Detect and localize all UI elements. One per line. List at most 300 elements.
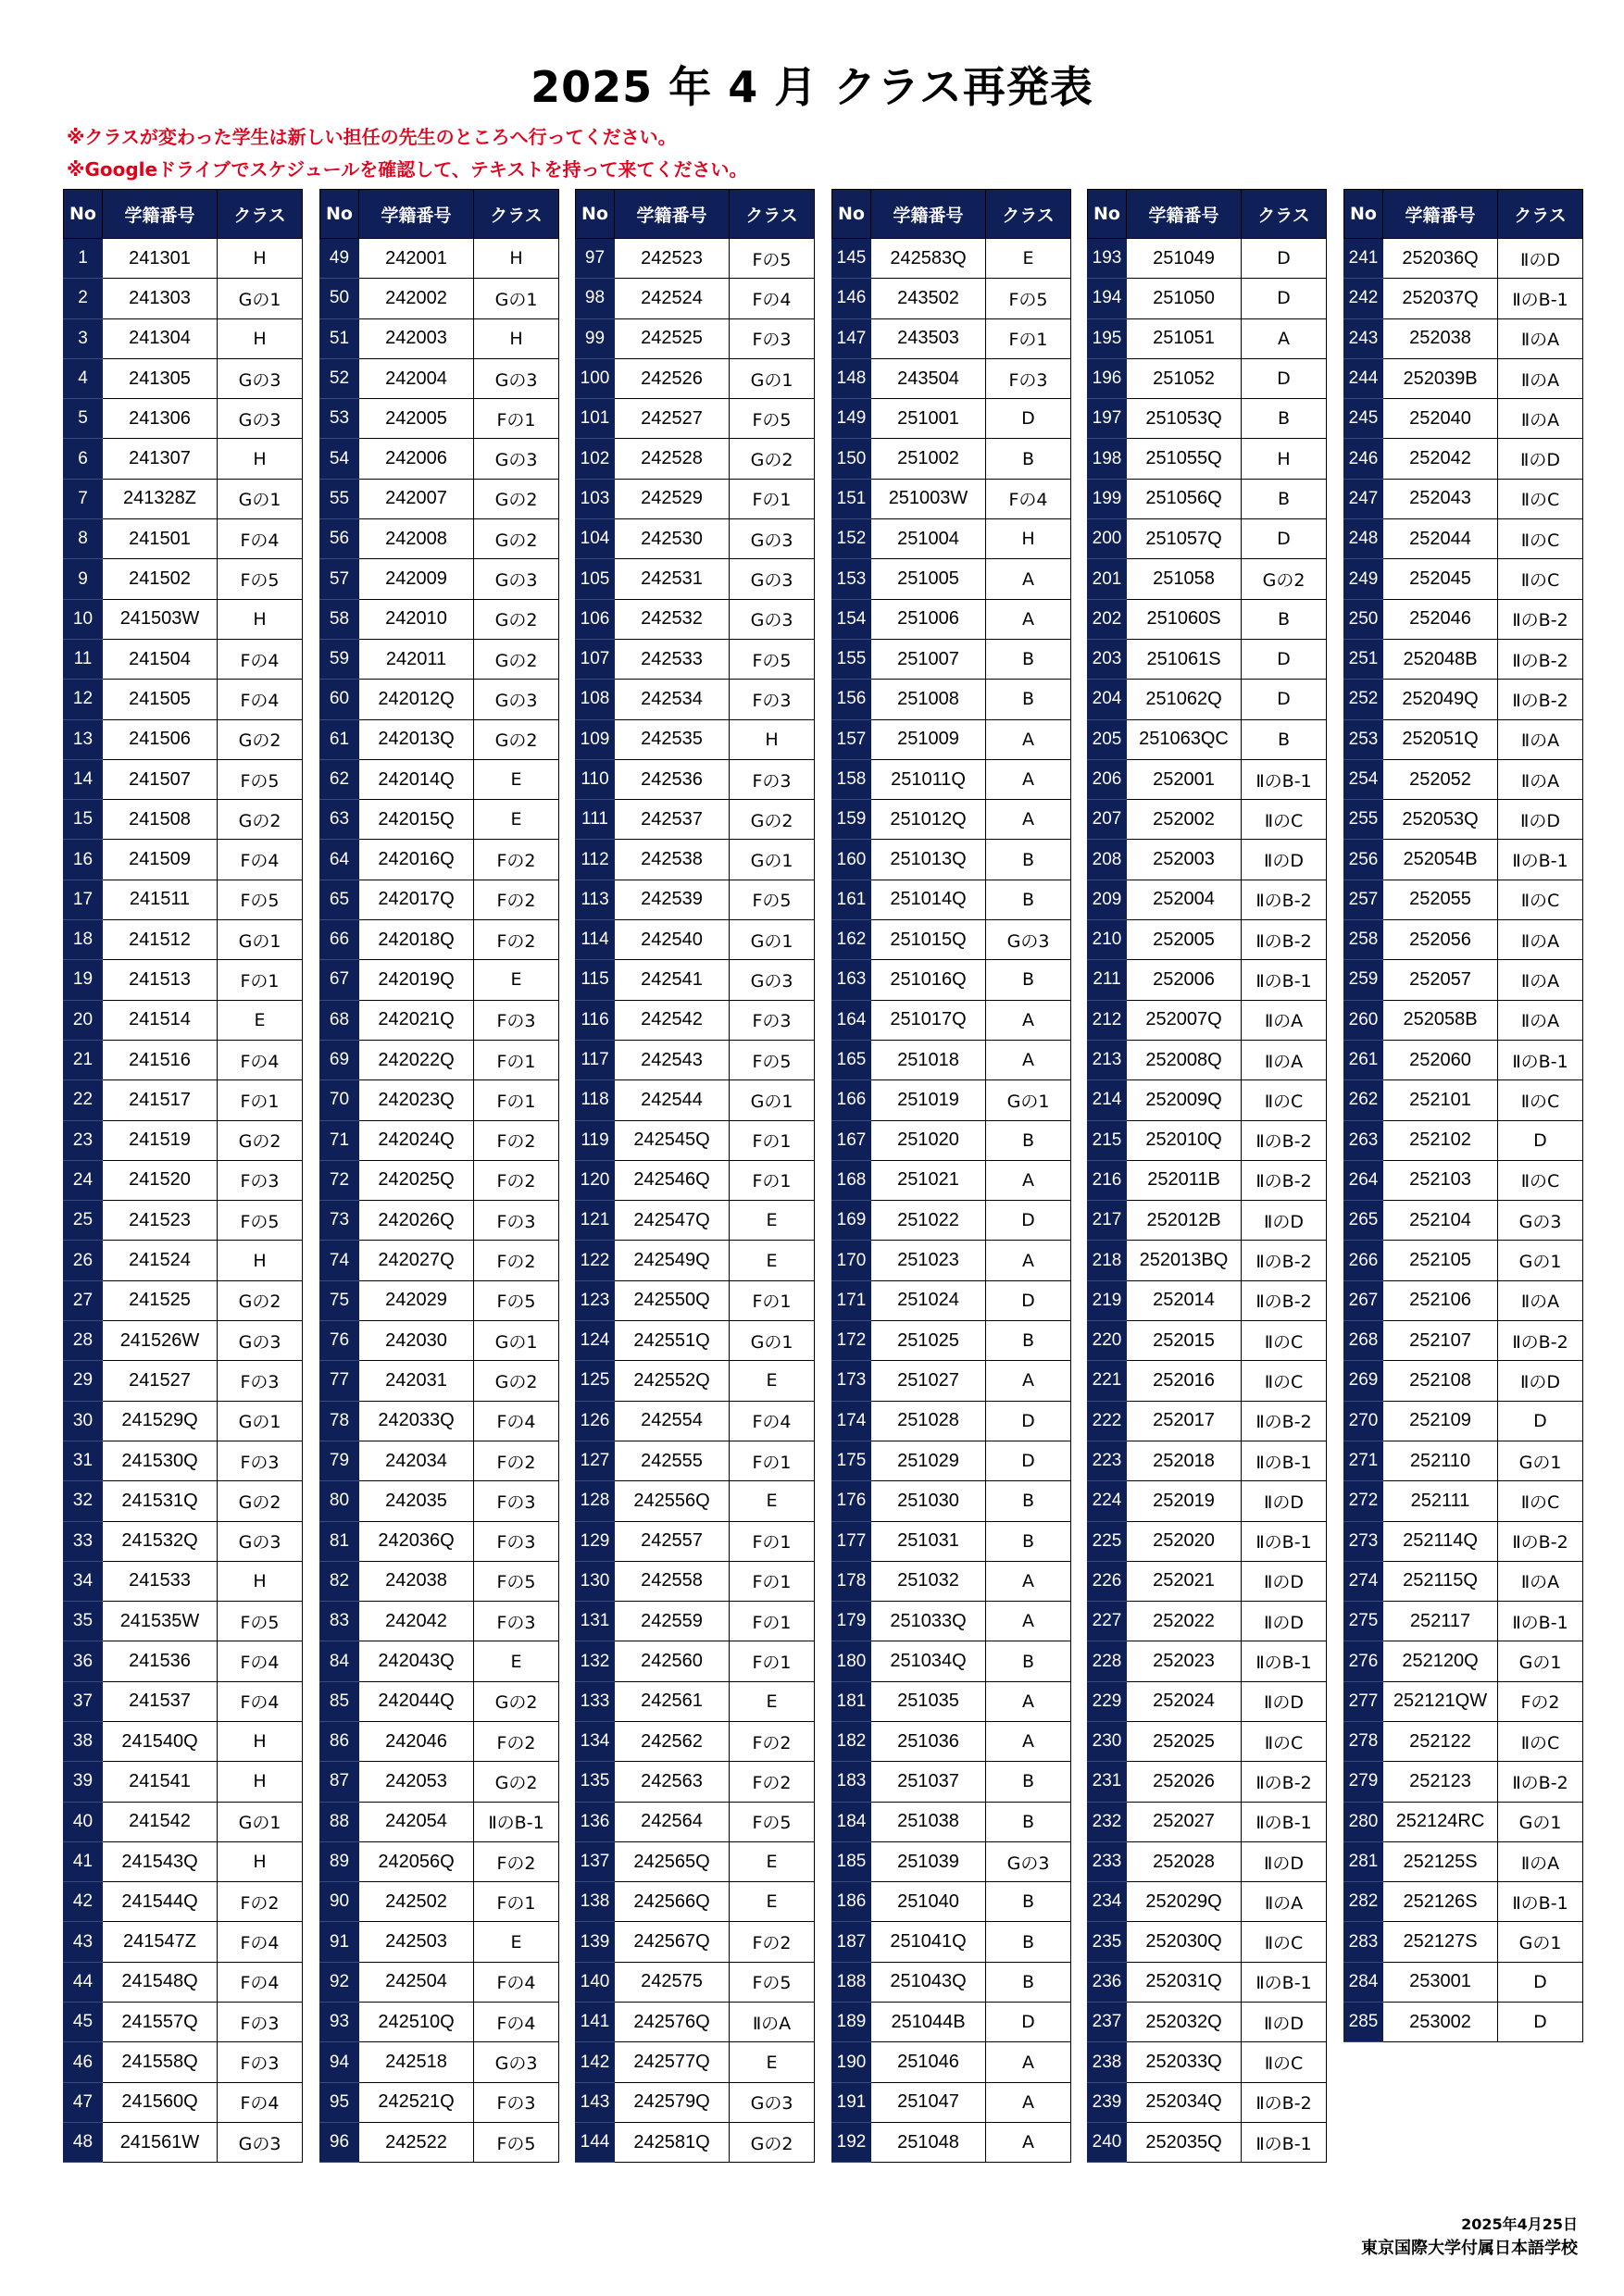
- student-id: 242579Q: [615, 2082, 730, 2122]
- class-assignment: Fの2: [730, 1762, 815, 1802]
- class-assignment: ⅡのB-2: [1242, 1120, 1327, 1160]
- row-number: 138: [576, 1882, 615, 1922]
- table-row: [64, 1521, 303, 1561]
- class-assignment: D: [986, 1280, 1071, 1320]
- table-row: [576, 318, 815, 358]
- class-assignment: Fの4: [218, 1922, 303, 1962]
- table-row: [320, 358, 559, 398]
- school-name: 東京国際大学付属日本語学校: [1361, 2239, 1578, 2258]
- table-row: [320, 1521, 559, 1561]
- class-assignment: Fの4: [730, 1401, 815, 1441]
- class-assignment: Fの3: [218, 2042, 303, 2082]
- row-number: 200: [1088, 519, 1127, 559]
- class-assignment: B: [986, 1321, 1071, 1361]
- class-assignment: Gの3: [730, 599, 815, 639]
- student-id: 241501: [103, 519, 218, 559]
- row-number: 150: [832, 439, 871, 479]
- row-number: 167: [832, 1120, 871, 1160]
- table-row: [576, 399, 815, 439]
- student-id: 242038: [359, 1561, 474, 1601]
- row-number: 152: [832, 519, 871, 559]
- row-number: 271: [1344, 1441, 1383, 1480]
- row-number: 39: [64, 1762, 103, 1802]
- student-id: 241548Q: [103, 1962, 218, 2002]
- table-row: [1088, 960, 1327, 1000]
- table-row: [1088, 1280, 1327, 1320]
- row-number: 107: [576, 639, 615, 679]
- class-assignment: Fの4: [474, 1962, 559, 2002]
- class-assignment: Fの5: [218, 559, 303, 599]
- row-number: 96: [320, 2122, 359, 2162]
- table-row: [1088, 2122, 1327, 2162]
- table-row: [64, 639, 303, 679]
- row-number: 99: [576, 318, 615, 358]
- class-assignment: Fの5: [730, 880, 815, 919]
- header-no: No: [320, 190, 359, 239]
- class-assignment: H: [218, 1721, 303, 1761]
- student-id: 252021: [1127, 1561, 1242, 1601]
- table-row: [1088, 1201, 1327, 1241]
- row-number: 170: [832, 1241, 871, 1280]
- class-assignment: Gの1: [1498, 1241, 1583, 1280]
- table-row: [576, 559, 815, 599]
- table-row: [1088, 719, 1327, 759]
- class-assignment: E: [730, 1361, 815, 1401]
- student-id: 251001: [871, 399, 986, 439]
- student-id: 252039B: [1383, 358, 1498, 398]
- row-number: 147: [832, 318, 871, 358]
- class-assignment: E: [730, 1481, 815, 1521]
- row-number: 210: [1088, 920, 1127, 960]
- student-id: 241544Q: [103, 1882, 218, 1922]
- table-row: [832, 2082, 1071, 2122]
- row-number: 127: [576, 1441, 615, 1480]
- row-number: 222: [1088, 1401, 1127, 1441]
- table-row: [1344, 1120, 1583, 1160]
- class-assignment: Fの1: [730, 1561, 815, 1601]
- class-assignment: D: [1498, 1962, 1583, 2002]
- table-row: [1344, 1681, 1583, 1721]
- row-number: 173: [832, 1361, 871, 1401]
- class-assignment: Gの2: [474, 479, 559, 518]
- row-number: 66: [320, 920, 359, 960]
- table-row: [64, 1441, 303, 1480]
- class-assignment: ⅡのD: [1242, 1681, 1327, 1721]
- class-assignment: Fの2: [474, 1120, 559, 1160]
- student-id: 241532Q: [103, 1521, 218, 1561]
- student-id: 251027: [871, 1361, 986, 1401]
- class-assignment: Gの1: [474, 279, 559, 318]
- student-id: 241537: [103, 1681, 218, 1721]
- class-assignment: D: [1242, 239, 1327, 279]
- header-row: [1344, 190, 1583, 239]
- class-assignment: Fの3: [474, 1201, 559, 1241]
- table-row: [320, 1681, 559, 1721]
- row-number: 135: [576, 1762, 615, 1802]
- table-row: [64, 1841, 303, 1881]
- class-assignment: B: [986, 680, 1071, 719]
- class-assignment: Fの1: [730, 1280, 815, 1320]
- student-id: 252037Q: [1383, 279, 1498, 318]
- notice-class-change: ※クラスが変わった学生は新しい担任の先生のところへ行ってください。: [67, 126, 677, 148]
- row-number: 284: [1344, 1962, 1383, 2002]
- class-assignment: Fの4: [474, 2003, 559, 2042]
- student-id: 252048B: [1383, 639, 1498, 679]
- student-id: 242575: [615, 1962, 730, 2002]
- row-number: 85: [320, 1681, 359, 1721]
- student-id: 251023: [871, 1241, 986, 1280]
- table-row: [320, 1401, 559, 1441]
- student-id: 242523: [615, 239, 730, 279]
- table-row: [64, 318, 303, 358]
- row-number: 122: [576, 1241, 615, 1280]
- table-row: [1344, 358, 1583, 398]
- student-id: 252028: [1127, 1841, 1242, 1881]
- table-row: [832, 1922, 1071, 1962]
- student-id: 252006: [1127, 960, 1242, 1000]
- class-assignment: D: [1242, 358, 1327, 398]
- row-number: 80: [320, 1481, 359, 1521]
- student-id: 252036Q: [1383, 239, 1498, 279]
- class-assignment: Fの5: [218, 1201, 303, 1241]
- student-id: 251038: [871, 1802, 986, 1841]
- class-assignment: B: [986, 880, 1071, 919]
- row-number: 207: [1088, 800, 1127, 840]
- student-id: 251029: [871, 1441, 986, 1480]
- student-id: 252030Q: [1127, 1922, 1242, 1962]
- student-id: 252045: [1383, 559, 1498, 599]
- table-row: [576, 880, 815, 919]
- row-number: 145: [832, 239, 871, 279]
- row-number: 130: [576, 1561, 615, 1601]
- class-assignment: Gの2: [730, 800, 815, 840]
- row-number: 94: [320, 2042, 359, 2082]
- row-number: 156: [832, 680, 871, 719]
- class-assignment: Gの2: [730, 439, 815, 479]
- row-number: 277: [1344, 1681, 1383, 1721]
- class-assignment: Fの3: [218, 2003, 303, 2042]
- row-number: 268: [1344, 1321, 1383, 1361]
- table-row: [320, 519, 559, 559]
- table-row: [1344, 1481, 1583, 1521]
- class-assignment: A: [986, 1000, 1071, 1040]
- table-row: [320, 1602, 559, 1641]
- header-no: No: [576, 190, 615, 239]
- student-id: 241511: [103, 880, 218, 919]
- table-row: [320, 2003, 559, 2042]
- class-assignment: Fの2: [474, 1160, 559, 1200]
- student-id: 242014Q: [359, 759, 474, 799]
- student-id: 252125S: [1383, 1841, 1498, 1881]
- row-number: 162: [832, 920, 871, 960]
- row-number: 87: [320, 1762, 359, 1802]
- table-row: [64, 599, 303, 639]
- table-row: [1088, 1802, 1327, 1841]
- row-number: 191: [832, 2082, 871, 2122]
- row-number: 184: [832, 1802, 871, 1841]
- student-id: 251036: [871, 1721, 986, 1761]
- row-number: 187: [832, 1922, 871, 1962]
- student-id: 252040: [1383, 399, 1498, 439]
- student-id: 252004: [1127, 880, 1242, 919]
- row-number: 240: [1088, 2122, 1127, 2162]
- row-number: 183: [832, 1762, 871, 1802]
- header-class: クラス: [1242, 190, 1327, 239]
- table-row: [1344, 639, 1583, 679]
- student-id: 241507: [103, 759, 218, 799]
- class-assignment: Fの5: [730, 399, 815, 439]
- table-row: [576, 2082, 815, 2122]
- row-number: 212: [1088, 1000, 1127, 1040]
- class-assignment: B: [1242, 599, 1327, 639]
- student-id: 242583Q: [871, 239, 986, 279]
- student-id: 252003: [1127, 840, 1242, 880]
- student-id: 241505: [103, 680, 218, 719]
- student-id: 252121QW: [1383, 1681, 1498, 1721]
- student-id: 252038: [1383, 318, 1498, 358]
- table-row: [64, 2042, 303, 2082]
- row-number: 204: [1088, 680, 1127, 719]
- student-id: 242528: [615, 439, 730, 479]
- student-id: 252106: [1383, 1280, 1498, 1320]
- row-number: 123: [576, 1280, 615, 1320]
- header-row: [832, 190, 1071, 239]
- table-row: [1344, 399, 1583, 439]
- table-row: [576, 639, 815, 679]
- class-assignment: Fの5: [730, 1040, 815, 1079]
- row-number: 114: [576, 920, 615, 960]
- row-number: 17: [64, 880, 103, 919]
- table-row: [1344, 1602, 1583, 1641]
- student-id: 252011B: [1127, 1160, 1242, 1200]
- row-number: 279: [1344, 1762, 1383, 1802]
- class-assignment: B: [986, 960, 1071, 1000]
- class-assignment: H: [730, 719, 815, 759]
- student-id: 242542: [615, 1000, 730, 1040]
- table-row: [320, 1762, 559, 1802]
- row-number: 232: [1088, 1802, 1127, 1841]
- row-number: 18: [64, 920, 103, 960]
- table-row: [576, 1641, 815, 1681]
- student-id: 243503: [871, 318, 986, 358]
- class-assignment: ⅡのA: [1498, 759, 1583, 799]
- table-row: [576, 1561, 815, 1601]
- class-assignment: Fの3: [474, 1521, 559, 1561]
- class-assignment: ⅡのC: [1498, 880, 1583, 919]
- table-row: [1344, 1841, 1583, 1881]
- row-number: 281: [1344, 1841, 1383, 1881]
- student-id: 252124RC: [1383, 1802, 1498, 1841]
- table-row: [64, 1481, 303, 1521]
- row-number: 125: [576, 1361, 615, 1401]
- class-assignment: Fの4: [730, 279, 815, 318]
- table-row: [1344, 1441, 1583, 1480]
- student-id: 251062Q: [1127, 680, 1242, 719]
- row-number: 198: [1088, 439, 1127, 479]
- table-row: [1344, 1280, 1583, 1320]
- student-id: 251060S: [1127, 599, 1242, 639]
- row-number: 67: [320, 960, 359, 1000]
- row-number: 148: [832, 358, 871, 398]
- student-id: 242004: [359, 358, 474, 398]
- row-number: 52: [320, 358, 359, 398]
- student-id: 252034Q: [1127, 2082, 1242, 2122]
- student-id: 241529Q: [103, 1401, 218, 1441]
- table-row: [64, 1641, 303, 1681]
- class-assignment: H: [1242, 439, 1327, 479]
- table-row: [1088, 840, 1327, 880]
- class-assignment: H: [218, 318, 303, 358]
- class-assignment: Fの1: [730, 1120, 815, 1160]
- row-number: 273: [1344, 1521, 1383, 1561]
- class-assignment: A: [1242, 318, 1327, 358]
- table-row: [576, 599, 815, 639]
- student-id: 242002: [359, 279, 474, 318]
- row-number: 48: [64, 2122, 103, 2162]
- table-row: [576, 1882, 815, 1922]
- class-assignment: Fの5: [474, 1280, 559, 1320]
- table-row: [832, 1962, 1071, 2002]
- class-assignment: Fの2: [218, 1882, 303, 1922]
- row-number: 118: [576, 1080, 615, 1120]
- row-number: 250: [1344, 599, 1383, 639]
- table-row: [1344, 519, 1583, 559]
- row-number: 116: [576, 1000, 615, 1040]
- class-assignment: Gの1: [730, 358, 815, 398]
- student-id: 242044Q: [359, 1681, 474, 1721]
- row-number: 81: [320, 1521, 359, 1561]
- table-row: [64, 519, 303, 559]
- student-id: 242018Q: [359, 920, 474, 960]
- class-assignment: D: [986, 1401, 1071, 1441]
- row-number: 13: [64, 719, 103, 759]
- row-number: 103: [576, 479, 615, 518]
- student-id: 242563: [615, 1762, 730, 1802]
- student-id: 252001: [1127, 759, 1242, 799]
- student-id: 241514: [103, 1000, 218, 1040]
- class-assignment: ⅡのB-1: [1242, 2122, 1327, 2162]
- row-number: 11: [64, 639, 103, 679]
- student-id: 242546Q: [615, 1160, 730, 1200]
- student-id: 241516: [103, 1040, 218, 1079]
- class-assignment: ⅡのC: [1242, 1922, 1327, 1962]
- class-assignment: ⅡのB-2: [1242, 1241, 1327, 1280]
- class-assignment: E: [730, 2042, 815, 2082]
- class-assignment: ⅡのB-2: [1498, 1321, 1583, 1361]
- table-row: [832, 1802, 1071, 1841]
- table-row: [832, 1280, 1071, 1320]
- student-id: 242532: [615, 599, 730, 639]
- notice-schedule: ※Googleドライブでスケジュールを確認して、テキストを持って来てください。: [67, 158, 748, 181]
- table-row: [1088, 279, 1327, 318]
- table-row: [576, 1721, 815, 1761]
- student-id: 252042: [1383, 439, 1498, 479]
- class-assignment: ⅡのB-1: [1242, 960, 1327, 1000]
- table-row: [1344, 2003, 1583, 2042]
- class-assignment: D: [1242, 519, 1327, 559]
- class-assignment: H: [218, 1241, 303, 1280]
- student-id: 242035: [359, 1481, 474, 1521]
- student-id: 242026Q: [359, 1201, 474, 1241]
- table-row: [1088, 1040, 1327, 1079]
- roster-table-6: [1343, 189, 1583, 2042]
- row-number: 185: [832, 1841, 871, 1881]
- class-assignment: Gの2: [474, 599, 559, 639]
- table-row: [320, 1040, 559, 1079]
- class-assignment: A: [986, 599, 1071, 639]
- class-assignment: Fの5: [730, 1962, 815, 2002]
- class-assignment: ⅡのB-1: [1242, 1641, 1327, 1681]
- student-id: 251055Q: [1127, 439, 1242, 479]
- row-number: 236: [1088, 1962, 1127, 2002]
- student-id: 251003W: [871, 479, 986, 518]
- row-number: 82: [320, 1561, 359, 1601]
- table-row: [1344, 719, 1583, 759]
- table-row: [1088, 239, 1327, 279]
- row-number: 226: [1088, 1561, 1127, 1601]
- class-assignment: A: [986, 1721, 1071, 1761]
- class-assignment: Gの1: [218, 279, 303, 318]
- student-id: 242531: [615, 559, 730, 599]
- row-number: 230: [1088, 1721, 1127, 1761]
- class-assignment: ⅡのA: [1242, 1040, 1327, 1079]
- table-row: [64, 1080, 303, 1120]
- student-id: 251024: [871, 1280, 986, 1320]
- class-assignment: Fの5: [218, 759, 303, 799]
- student-id: 242536: [615, 759, 730, 799]
- class-assignment: H: [218, 1841, 303, 1881]
- student-id: 242566Q: [615, 1882, 730, 1922]
- class-assignment: E: [730, 1241, 815, 1280]
- row-number: 267: [1344, 1280, 1383, 1320]
- class-assignment: Gの1: [1498, 1441, 1583, 1480]
- class-assignment: Fの2: [474, 920, 559, 960]
- row-number: 113: [576, 880, 615, 919]
- row-number: 140: [576, 1962, 615, 2002]
- class-assignment: ⅡのB-1: [1242, 1521, 1327, 1561]
- table-row: [320, 1802, 559, 1841]
- class-assignment: E: [730, 1841, 815, 1881]
- student-id: 251016Q: [871, 960, 986, 1000]
- student-id: 252103: [1383, 1160, 1498, 1200]
- class-assignment: B: [986, 1922, 1071, 1962]
- row-number: 14: [64, 759, 103, 799]
- table-row: [64, 1602, 303, 1641]
- table-row: [1088, 1481, 1327, 1521]
- class-assignment: A: [986, 1681, 1071, 1721]
- class-assignment: ⅡのC: [1242, 2042, 1327, 2082]
- class-assignment: ⅡのD: [1242, 1201, 1327, 1241]
- class-assignment: Gの3: [474, 358, 559, 398]
- table-row: [1344, 1922, 1583, 1962]
- class-assignment: A: [986, 1561, 1071, 1601]
- class-assignment: A: [986, 1602, 1071, 1641]
- table-row: [832, 358, 1071, 398]
- class-assignment: A: [986, 1040, 1071, 1079]
- table-row: [1344, 1802, 1583, 1841]
- row-number: 169: [832, 1201, 871, 1241]
- class-assignment: ⅡのA: [1498, 960, 1583, 1000]
- class-assignment: B: [986, 840, 1071, 880]
- class-assignment: Fの3: [474, 1602, 559, 1641]
- header-row: [64, 190, 303, 239]
- table-row: [320, 279, 559, 318]
- row-number: 149: [832, 399, 871, 439]
- class-assignment: Fの3: [730, 680, 815, 719]
- header-class: クラス: [730, 190, 815, 239]
- student-id: 242537: [615, 800, 730, 840]
- row-number: 49: [320, 239, 359, 279]
